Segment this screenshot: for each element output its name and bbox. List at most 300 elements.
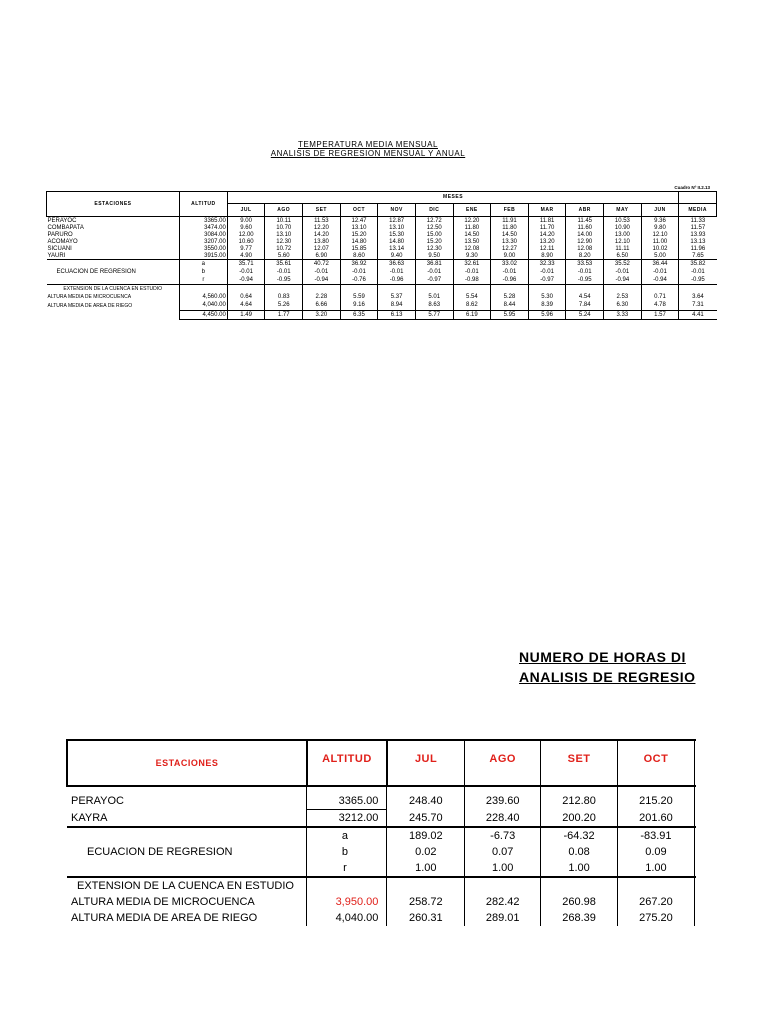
value-cell: 11.45 [566,217,604,225]
value-cell: 1.00 [465,860,541,877]
extension-row [47,301,717,310]
regression-row [47,268,717,276]
value-cell: 1.57 [641,310,679,319]
value-cell: 14.50 [453,231,491,238]
value-cell: 1.00 [387,860,465,877]
value-cell: 3.64 [679,292,717,301]
station-row [67,810,696,828]
value-cell: 6.35 [340,310,378,319]
blank-cell [694,844,696,860]
station-name: SICUANI [47,245,180,252]
table1-title-line1: TEMPERATURA MEDIA MENSUAL [298,140,438,149]
value-cell: 11.33 [679,217,717,225]
value-cell: 6.50 [604,252,642,260]
blank-cell [694,810,696,828]
value-cell: -0.01 [453,268,491,276]
value-cell: 12.11 [528,245,566,252]
blank-cell [541,877,618,894]
value-cell: 268.39 [541,910,618,926]
value-cell: 212.80 [541,786,618,810]
value-cell: 15.30 [378,231,416,238]
value-cell: -0.01 [528,268,566,276]
sunshine-hours-table [66,739,696,926]
regression-coef: a [307,827,387,844]
station-row [47,245,717,252]
blank-cell [694,894,696,910]
value-cell: 13.14 [378,245,416,252]
value-cell: 6.66 [303,301,341,310]
value-cell: 1.49 [227,310,265,319]
value-cell: -0.94 [303,276,341,285]
value-cell: 5.95 [491,310,529,319]
value-cell: 11.00 [641,238,679,245]
value-cell: 6.90 [303,252,341,260]
month-header: MAY [604,203,642,216]
value-cell: 11.11 [604,245,642,252]
month-header: MEDIA [679,203,717,216]
value-cell: 12.87 [378,217,416,225]
extension-label-row [67,877,696,894]
value-cell: 201.60 [618,810,695,828]
extension-name [47,310,180,319]
station-altitude: 3474.00 [179,224,227,231]
month-header: AGO [465,740,541,786]
value-cell: 13.10 [340,224,378,231]
value-cell: 5.77 [415,310,453,319]
value-cell: 6.30 [604,301,642,310]
blank-cell [641,285,679,293]
extension-altitude: 3,950.00 [307,894,387,910]
value-cell: 5.00 [641,252,679,260]
regression-row [67,860,696,877]
month-header: AGO [265,203,303,216]
value-cell: 35.52 [604,260,642,269]
value-cell: 12.30 [265,238,303,245]
value-cell: 12.08 [566,245,604,252]
value-cell: 1.00 [618,860,695,877]
value-cell: 7.84 [566,301,604,310]
value-cell: 3.20 [303,310,341,319]
blank-cell [303,285,341,293]
value-cell: 10.72 [265,245,303,252]
value-cell: -0.95 [566,276,604,285]
month-header: OCT [340,203,378,216]
header-blank [679,192,717,204]
value-cell: -6.73 [465,827,541,844]
month-header: JUN [641,203,679,216]
value-cell: 228.40 [465,810,541,828]
value-cell: 5.30 [528,292,566,301]
value-cell: 11.70 [528,224,566,231]
value-cell: 200.20 [541,810,618,828]
month-header: OCT [618,740,695,786]
blank-cell [415,285,453,293]
regression-row [47,260,717,269]
value-cell: -0.01 [604,268,642,276]
value-cell: 12.50 [415,224,453,231]
month-header: FEB [491,203,529,216]
station-name: ACOMAYO [47,238,180,245]
value-cell: 36.44 [641,260,679,269]
value-cell: 2.28 [303,292,341,301]
value-cell: 14.20 [303,231,341,238]
value-cell: 0.02 [387,844,465,860]
value-cell: 9.30 [453,252,491,260]
value-cell: -0.01 [378,268,416,276]
blank-cell [694,877,696,894]
month-header: NOV [378,203,416,216]
table1-header-row [47,192,717,204]
blank-cell [694,910,696,926]
value-cell: 239.60 [465,786,541,810]
blank-cell [694,860,696,877]
value-cell: -0.01 [641,268,679,276]
value-cell: 8.60 [340,252,378,260]
extension-blank [307,877,387,894]
header-altitud: ALTITUD [179,192,227,217]
value-cell: -0.94 [641,276,679,285]
station-row [47,224,717,231]
extension-altitude: 4,450.00 [179,310,227,319]
value-cell: 15.85 [340,245,378,252]
blank-cell [387,877,465,894]
blank-cell [465,877,541,894]
value-cell: 8.62 [453,301,491,310]
extension-blank [179,285,227,293]
value-cell: 13.00 [604,231,642,238]
value-cell: 13.80 [303,238,341,245]
value-cell: 10.70 [265,224,303,231]
header-meses: MESES [227,192,679,204]
value-cell: 12.90 [566,238,604,245]
header-estaciones: ESTACIONES [67,740,307,786]
value-cell: 11.91 [491,217,529,225]
value-cell: 5.96 [528,310,566,319]
value-cell: 8.39 [528,301,566,310]
header-altitud: ALTITUD [307,740,387,786]
header-estaciones: ESTACIONES [47,192,180,217]
station-altitude: 3365.00 [179,217,227,225]
extension-label: EXTENSION DE LA CUENCA EN ESTUDIO [67,877,307,894]
station-row [47,217,717,225]
value-cell: 11.80 [453,224,491,231]
table1-title-line2: ANALISIS DE REGRESION MENSUAL Y ANUAL [270,149,466,158]
value-cell: 9.40 [378,252,416,260]
month-header: JUL [387,740,465,786]
regression-blank [47,260,180,269]
extension-altitude: 4,040.00 [179,301,227,310]
cuadro-number: Cuadro Nº II.2.13 [674,185,710,190]
blank-cell [340,285,378,293]
value-cell: 260.98 [541,894,618,910]
value-cell: 0.64 [227,292,265,301]
value-cell: 0.07 [465,844,541,860]
extension-label: EXTENSION DE LA CUENCA EN ESTUDIO [47,285,180,293]
month-header: SET [303,203,341,216]
station-name: KAYRA [67,810,307,828]
value-cell: 32.33 [528,260,566,269]
value-cell: 15.00 [415,231,453,238]
blank-cell [453,285,491,293]
value-cell: 9.00 [227,217,265,225]
value-cell: 8.63 [415,301,453,310]
value-cell: 13.10 [265,231,303,238]
value-cell: 14.80 [340,238,378,245]
value-cell: 9.80 [641,224,679,231]
value-cell: 4.64 [227,301,265,310]
value-cell: 5.59 [340,292,378,301]
value-cell: 245.70 [387,810,465,828]
value-cell: 5.24 [566,310,604,319]
regression-blank [47,276,180,285]
station-row [47,231,717,238]
value-cell: 15.20 [415,238,453,245]
value-cell: 1.00 [541,860,618,877]
blank-cell [265,285,303,293]
extension-label-row [47,285,717,293]
station-name: YAURI [47,252,180,260]
value-cell: 35.82 [679,260,717,269]
value-cell: 189.02 [387,827,465,844]
sunshine-table-wrapper [66,739,696,929]
value-cell: 12.10 [604,238,642,245]
regression-label: ECUACION DE REGRESION [67,844,307,860]
value-cell: -64.32 [541,827,618,844]
value-cell: 8.94 [378,301,416,310]
value-cell: -0.97 [528,276,566,285]
extension-row [47,310,717,319]
regression-coef: r [179,276,227,285]
blank-cell [528,285,566,293]
value-cell: 4.90 [227,252,265,260]
value-cell: 32.61 [453,260,491,269]
value-cell: -0.94 [227,276,265,285]
value-cell: 35.61 [265,260,303,269]
value-cell: 14.50 [491,231,529,238]
value-cell: 35.71 [227,260,265,269]
value-cell: 9.77 [227,245,265,252]
value-cell: 33.02 [491,260,529,269]
value-cell: 5.28 [491,292,529,301]
station-altitude: 3212.00 [307,810,387,828]
value-cell: 12.20 [453,217,491,225]
value-cell: 13.13 [679,238,717,245]
station-altitude: 3365.00 [307,786,387,810]
month-header: ENE [453,203,491,216]
blank-cell [694,827,696,844]
month-header: ABR [566,203,604,216]
regression-coef: a [179,260,227,269]
value-cell: 4.41 [679,310,717,319]
regression-row [67,827,696,844]
value-cell: 5.60 [265,252,303,260]
table2-header-row [67,740,696,786]
blank-cell [618,877,695,894]
table2-title-line1: NUMERO DE HORAS DI [519,649,686,665]
month-header: DIC [415,203,453,216]
value-cell: 8.90 [528,252,566,260]
regression-blank [67,827,307,844]
extension-row [67,910,696,926]
value-cell: -0.01 [340,268,378,276]
value-cell: 8.20 [566,252,604,260]
value-cell: 5.37 [378,292,416,301]
blank-cell [227,285,265,293]
station-altitude: 3207.00 [179,238,227,245]
value-cell: -0.94 [604,276,642,285]
value-cell: 282.42 [465,894,541,910]
value-cell: 14.80 [378,238,416,245]
station-row [47,238,717,245]
blank-cell [566,285,604,293]
value-cell: 12.08 [453,245,491,252]
value-cell: 7.31 [679,301,717,310]
station-name: PERAYOC [67,786,307,810]
value-cell: -0.98 [453,276,491,285]
value-cell: -0.01 [679,268,717,276]
blank-cell [378,285,416,293]
table2-title-line2: ANALISIS DE REGRESIO [519,669,696,685]
value-cell: 12.00 [227,231,265,238]
regression-row [67,844,696,860]
value-cell: 10.02 [641,245,679,252]
value-cell: 40.72 [303,260,341,269]
value-cell: 275.20 [618,910,695,926]
value-cell: 11.60 [566,224,604,231]
value-cell: 36.81 [415,260,453,269]
value-cell: 0.83 [265,292,303,301]
value-cell: 9.16 [340,301,378,310]
value-cell: 13.50 [453,238,491,245]
value-cell: 6.19 [453,310,491,319]
value-cell: 4.54 [566,292,604,301]
regression-coef: b [179,268,227,276]
blank-cell [491,285,529,293]
value-cell: -0.01 [303,268,341,276]
value-cell: 0.08 [541,844,618,860]
regression-label: ECUACION DE REGRESION [47,268,180,276]
blank-cell [679,285,717,293]
extension-row [67,894,696,910]
value-cell: 36.92 [340,260,378,269]
value-cell: 3.33 [604,310,642,319]
station-row [47,252,717,260]
value-cell: 248.40 [387,786,465,810]
value-cell: 2.53 [604,292,642,301]
value-cell: 0.71 [641,292,679,301]
station-row [67,786,696,810]
month-header: SET [541,740,618,786]
value-cell: 13.20 [528,238,566,245]
value-cell: 5.26 [265,301,303,310]
value-cell: 9.00 [491,252,529,260]
value-cell: 10.11 [265,217,303,225]
value-cell: 5.01 [415,292,453,301]
station-name: PARURO [47,231,180,238]
value-cell: 11.81 [528,217,566,225]
value-cell: 12.10 [641,231,679,238]
value-cell: 0.09 [618,844,695,860]
value-cell: -0.01 [265,268,303,276]
value-cell: 13.93 [679,231,717,238]
value-cell: 11.53 [303,217,341,225]
value-cell: 11.80 [491,224,529,231]
value-cell: 14.20 [528,231,566,238]
value-cell: 10.60 [227,238,265,245]
value-cell: -0.97 [415,276,453,285]
value-cell: 1.77 [265,310,303,319]
station-name: COMBAPATA [47,224,180,231]
value-cell: 267.20 [618,894,695,910]
value-cell: -0.96 [491,276,529,285]
station-altitude: 3915.00 [179,252,227,260]
value-cell: 12.72 [415,217,453,225]
value-cell: 13.10 [378,224,416,231]
extension-name: ALTURA MEDIA DE AREA DE RIEGO [47,301,180,310]
regression-coef: r [307,860,387,877]
extension-name: ALTURA MEDIA DE AREA DE RIEGO [67,910,307,926]
value-cell: 9.36 [641,217,679,225]
value-cell: 6.13 [378,310,416,319]
value-cell: 36.63 [378,260,416,269]
extension-name: ALTURA MEDIA DE MICROCUENCA [47,292,180,301]
value-cell: 12.30 [415,245,453,252]
value-cell: 215.20 [618,786,695,810]
value-cell: 10.53 [604,217,642,225]
extension-row [47,292,717,301]
table2-title [519,647,695,687]
station-name: PERAYOC [47,217,180,225]
extension-name: ALTURA MEDIA DE MICROCUENCA [67,894,307,910]
value-cell: 33.53 [566,260,604,269]
value-cell: 11.96 [679,245,717,252]
blank-cell [604,285,642,293]
value-cell: 15.20 [340,231,378,238]
month-header: MAR [528,203,566,216]
value-cell: 9.60 [227,224,265,231]
month-header: JUL [227,203,265,216]
value-cell: -0.01 [491,268,529,276]
value-cell: 289.01 [465,910,541,926]
value-cell: 12.47 [340,217,378,225]
value-cell: 5.54 [453,292,491,301]
value-cell: -0.01 [415,268,453,276]
extension-altitude: 4,560.00 [179,292,227,301]
value-cell: 9.50 [415,252,453,260]
blank-cell [694,786,696,810]
value-cell: 4.78 [641,301,679,310]
value-cell: -0.01 [227,268,265,276]
value-cell: 11.57 [679,224,717,231]
temperature-table [46,191,717,320]
regression-coef: b [307,844,387,860]
value-cell: 12.07 [303,245,341,252]
value-cell: 260.31 [387,910,465,926]
value-cell: 8.44 [491,301,529,310]
station-altitude: 3084.00 [179,231,227,238]
value-cell: -0.95 [265,276,303,285]
value-cell: 258.72 [387,894,465,910]
value-cell: -0.96 [378,276,416,285]
header-blank [694,740,696,786]
value-cell: 12.20 [303,224,341,231]
value-cell: 12.27 [491,245,529,252]
station-altitude: 3550.00 [179,245,227,252]
value-cell: 7.65 [679,252,717,260]
regression-row [47,276,717,285]
value-cell: -83.91 [618,827,695,844]
value-cell: 10.90 [604,224,642,231]
